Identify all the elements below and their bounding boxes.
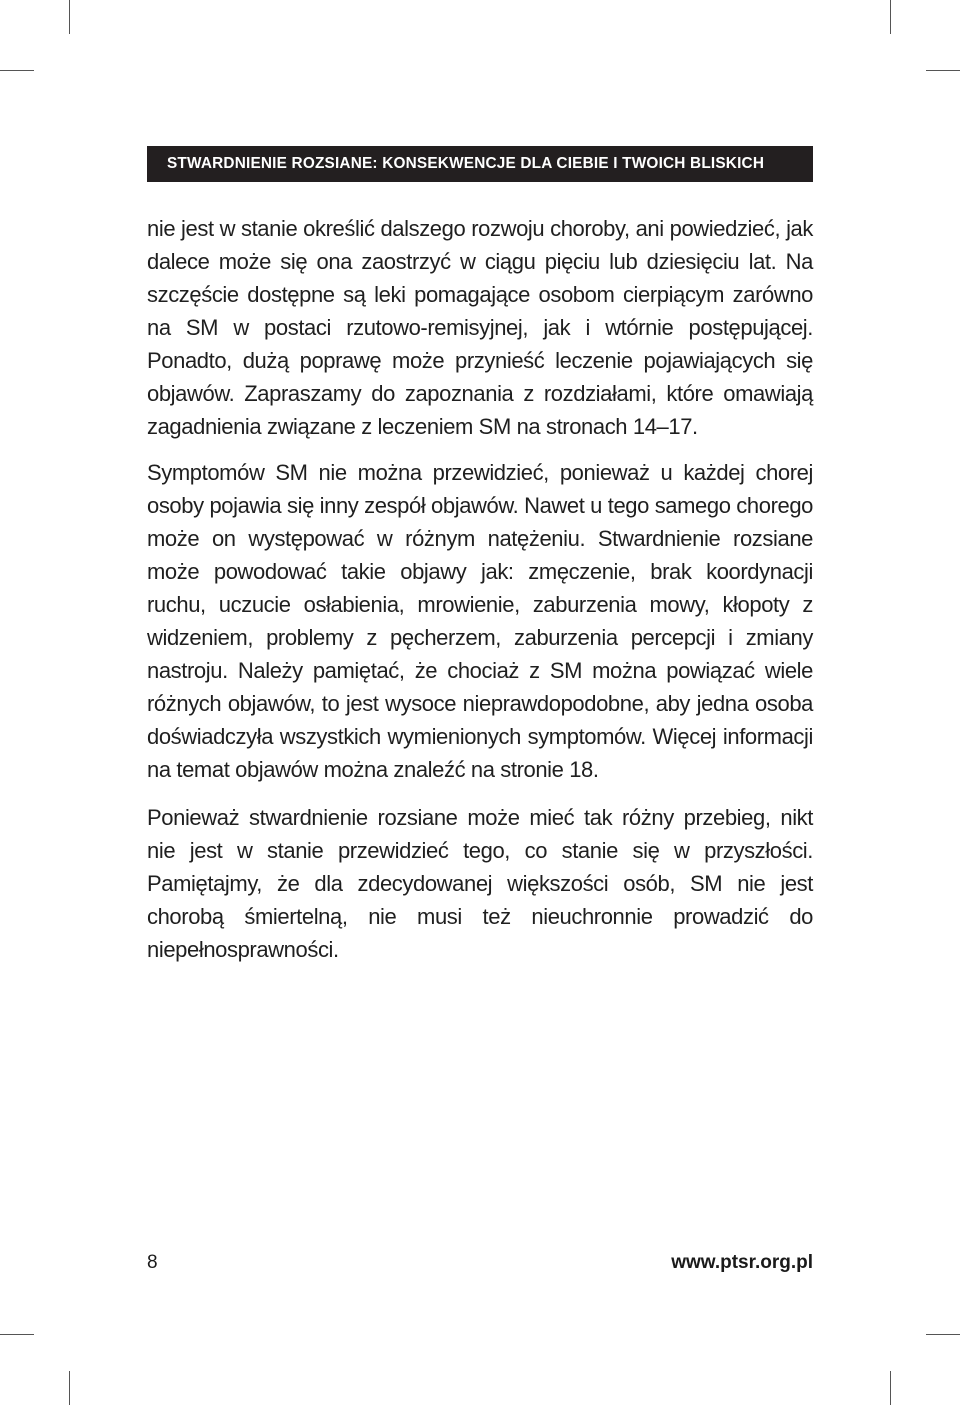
crop-mark-left-bottom: [0, 1334, 34, 1335]
crop-mark-top-right: [890, 0, 891, 34]
crop-mark-top-left: [69, 0, 70, 34]
paragraph-1: nie jest w stanie określić dalszego rozwoju choroby, ani powiedzieć, jak dalece może się ona zaostrzyć w ciągu pięciu lub dziesięciu lat. Na szczęście dostępne są leki pomagające osobom cierpiącym zarówno na SM w postaci rzutowo-remisyjnej, jak i wtórnie postępującej. Ponadto, dużą poprawę może przynieść leczenie pojawiających się objawów. Zapraszamy do zapoznania z rozdziałami, które omawiają zagadnienia związane z leczeniem SM na stronach 14–17.: [147, 216, 813, 439]
chapter-header-bar: [147, 146, 813, 182]
crop-mark-right-bottom: [926, 1334, 960, 1335]
crop-mark-right-top: [926, 70, 960, 71]
crop-mark-bottom-right: [890, 1371, 891, 1405]
paragraph-2: Symptomów SM nie można przewidzieć, ponieważ u każdej chorej osoby pojawia się inny zespół objawów. Nawet u tego samego chorego może on występować w różnym natężeniu. Stwardnienie rozsiane może powodować takie objawy jak: zmęczenie, brak koordynacji ruchu, uczucie osłabienia, mrowienie, zaburzenia mowy, kłopoty z widzeniem, problemy z pęcherzem, zaburzenia percepcji i zmiany nastroju. Należy pamiętać, że chociaż z SM można powiązać wiele różnych objawów, to jest wysoce nieprawdopodobne, aby jedna osoba doświadczyła wszystkich wymienionych symptomów. Więcej informacji na temat objawów można znaleźć na stronie 18.: [147, 460, 813, 782]
page-number: 8: [147, 1252, 158, 1273]
crop-mark-left-top: [0, 70, 34, 71]
footer-url: www.ptsr.org.pl: [671, 1252, 813, 1273]
crop-mark-bottom-left: [69, 1371, 70, 1405]
chapter-title: STWARDNIENIE ROZSIANE: KONSEKWENCJE DLA CIEBIE I TWOICH BLISKICH: [167, 155, 765, 172]
body-text: [147, 212, 813, 966]
paragraph-3: Ponieważ stwardnienie rozsiane może mieć tak różny przebieg, nikt nie jest w stanie przewidzieć tego, co stanie się w przyszłości. Pamiętajmy, że dla zdecydowanej większości osób, SM nie jest chorobą śmiertelną, nie musi też nieuchronnie prowadzić do niepełnosprawności.: [147, 805, 813, 962]
